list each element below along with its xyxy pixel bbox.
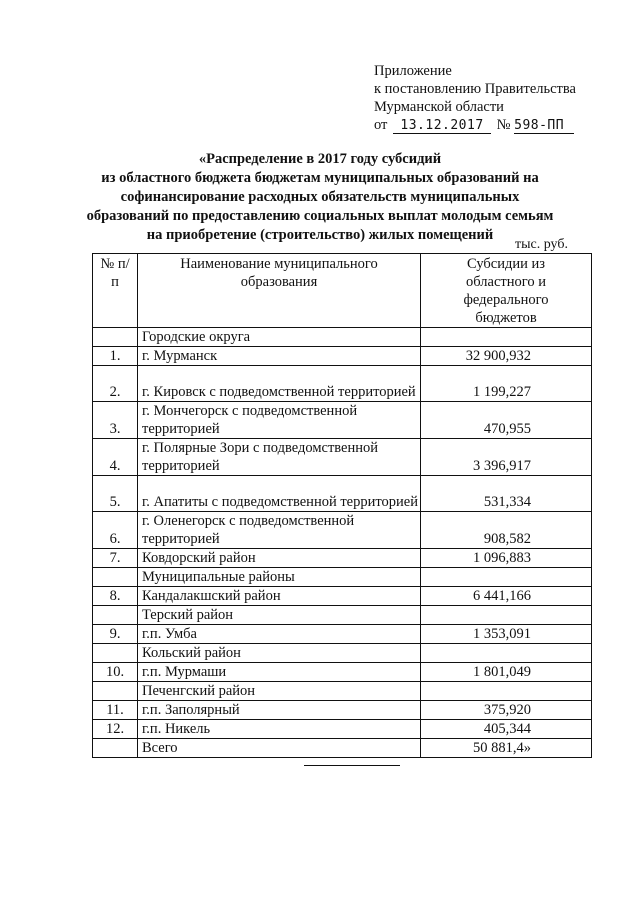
decree-number: 598-ПП xyxy=(514,118,574,134)
table-row xyxy=(93,701,592,720)
row-name: Кольский район xyxy=(138,644,421,663)
row-subsidy: 1 801,049 xyxy=(421,663,592,682)
row-subsidy xyxy=(421,682,592,701)
row-name: г.п. Заполярный xyxy=(138,701,421,720)
row-name: г. Кировск с подведомственной территорией xyxy=(138,366,421,402)
units-label: тыс. руб. xyxy=(515,237,568,252)
appendix-region-line: Мурманской области xyxy=(374,99,504,115)
row-number xyxy=(93,644,138,663)
row-name: Всего xyxy=(138,739,421,758)
document-title xyxy=(70,150,570,245)
row-number: 6. xyxy=(93,512,138,549)
title-line: образований по предоставлению социальных выплат молодым семьям xyxy=(86,208,554,224)
row-subsidy xyxy=(421,644,592,663)
row-number: 10. xyxy=(93,663,138,682)
row-subsidy xyxy=(421,328,592,347)
row-subsidy: 1 199,227 xyxy=(421,366,592,402)
row-subsidy: 531,334 xyxy=(421,476,592,512)
row-number xyxy=(93,328,138,347)
appendix-decree-line: к постановлению Правительства xyxy=(374,81,576,97)
row-name: г.п. Никель xyxy=(138,720,421,739)
title-line: на приобретение (строительство) жилых помещений xyxy=(146,227,494,243)
row-name: г. Апатиты с подведомственной территорией xyxy=(138,476,421,512)
table-row xyxy=(93,347,592,366)
row-number: 7. xyxy=(93,549,138,568)
footer-divider xyxy=(304,765,400,766)
number-prefix: № xyxy=(496,117,511,133)
table-row xyxy=(93,512,592,549)
row-name: г. Мончегорск с подведомственной территорией xyxy=(138,402,421,439)
table-row xyxy=(93,587,592,606)
row-subsidy: 470,955 xyxy=(421,402,592,439)
row-name: г.п. Умба xyxy=(138,625,421,644)
row-subsidy: 1 353,091 xyxy=(421,625,592,644)
table-row xyxy=(93,366,592,402)
row-number: 2. xyxy=(93,366,138,402)
row-name: г. Полярные Зори с подведомственной территорией xyxy=(138,439,421,476)
table-row xyxy=(93,606,592,625)
title-line: софинансирование расходных обязательств муниципальных xyxy=(120,189,520,205)
table-row xyxy=(93,720,592,739)
table-body xyxy=(93,328,592,758)
table-row xyxy=(93,402,592,439)
table-row xyxy=(93,328,592,347)
table-row xyxy=(93,625,592,644)
row-number: 3. xyxy=(93,402,138,439)
row-name: Терский район xyxy=(138,606,421,625)
row-name: Кандалакшский район xyxy=(138,587,421,606)
row-number xyxy=(93,606,138,625)
row-name: Городские округа xyxy=(138,328,421,347)
table-row xyxy=(93,568,592,587)
table-row xyxy=(93,682,592,701)
row-subsidy xyxy=(421,606,592,625)
row-subsidy xyxy=(421,568,592,587)
table-row xyxy=(93,549,592,568)
row-name: г. Мурманск xyxy=(138,347,421,366)
appendix-label: Приложение xyxy=(374,63,452,79)
table-row xyxy=(93,476,592,512)
row-name: Печенгский район xyxy=(138,682,421,701)
header-name: Наименование муниципального образования xyxy=(138,254,421,328)
row-subsidy: 405,344 xyxy=(421,720,592,739)
header-subsidy: Субсидии из областного и федерального бюджетов xyxy=(421,254,592,328)
appendix-date-line xyxy=(374,116,576,134)
subsidy-table xyxy=(92,253,592,758)
title-line: из областного бюджета бюджетам муниципальных образований на xyxy=(101,170,539,186)
row-number xyxy=(93,682,138,701)
table-row xyxy=(93,644,592,663)
row-subsidy: 32 900,932 xyxy=(421,347,592,366)
row-subsidy: 50 881,4» xyxy=(421,739,592,758)
row-subsidy: 908,582 xyxy=(421,512,592,549)
row-number: 4. xyxy=(93,439,138,476)
row-number: 9. xyxy=(93,625,138,644)
row-number: 5. xyxy=(93,476,138,512)
row-number: 1. xyxy=(93,347,138,366)
row-number: 12. xyxy=(93,720,138,739)
row-name: г.п. Мурмаши xyxy=(138,663,421,682)
row-subsidy: 6 441,166 xyxy=(421,587,592,606)
table-row xyxy=(93,739,592,758)
row-number: 8. xyxy=(93,587,138,606)
table-header-row xyxy=(93,254,592,328)
row-number xyxy=(93,739,138,758)
row-name: г. Оленегорск с подведомственной территорией xyxy=(138,512,421,549)
appendix-header xyxy=(374,62,576,134)
row-name: Муниципальные районы xyxy=(138,568,421,587)
header-number: № п/п xyxy=(93,254,138,328)
date-prefix: от xyxy=(374,117,388,133)
table-row xyxy=(93,663,592,682)
row-number: 11. xyxy=(93,701,138,720)
title-line: «Распределение в 2017 году субсидий xyxy=(198,151,442,167)
decree-date: 13.12.2017 xyxy=(393,118,491,134)
table-row xyxy=(93,439,592,476)
row-subsidy: 375,920 xyxy=(421,701,592,720)
row-number xyxy=(93,568,138,587)
row-subsidy: 3 396,917 xyxy=(421,439,592,476)
row-name: Ковдорский район xyxy=(138,549,421,568)
row-subsidy: 1 096,883 xyxy=(421,549,592,568)
